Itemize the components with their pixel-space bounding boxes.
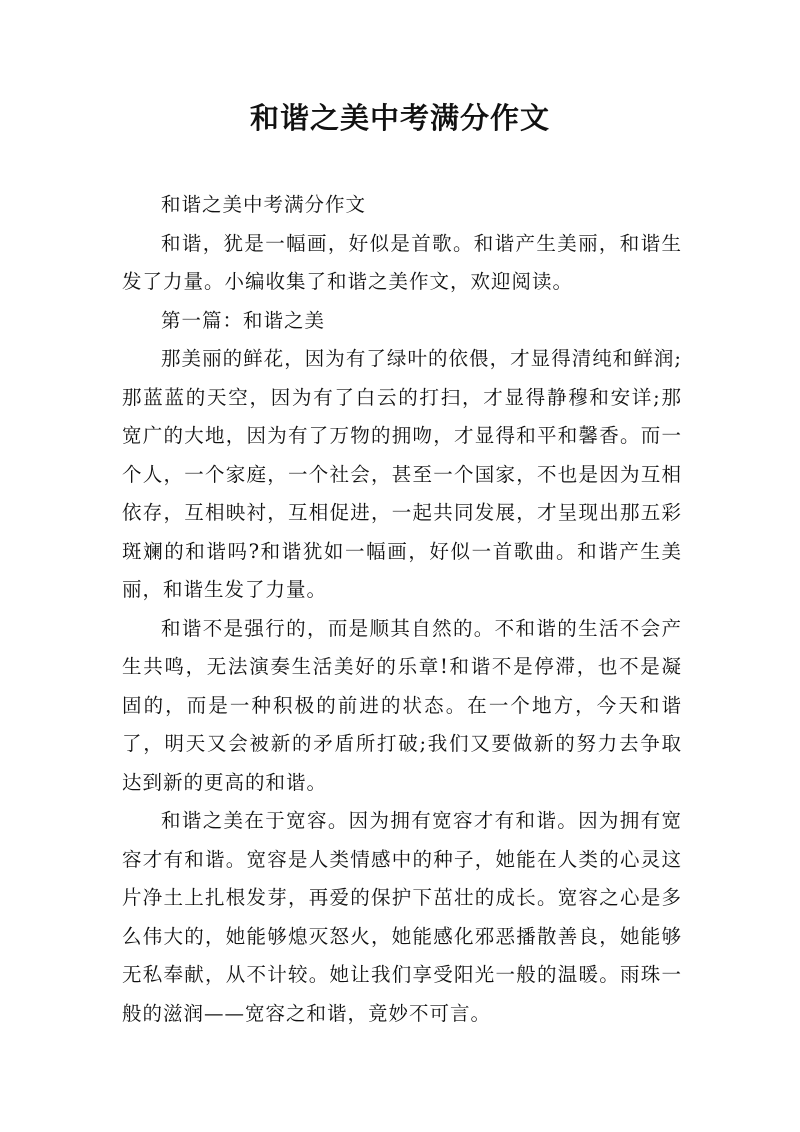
paragraph-3: 和谐之美在于宽容。因为拥有宽容才有和谐。因为拥有宽容才有和谐。宽容是人类情感中的种子，她能在人类的心灵这片净土上扎根发芽，再爱的保护下茁壮的成长。宽容之心是多么伟大的，她能够熄灭怒火，她能感化邪恶播散善良，她能够无私奉献，从不计较。她让我们享受阳光一般的温暖。雨珠一般的滋润——宽容之和谐，竟妙不可言。 — [122, 809, 682, 1025]
paragraph-2: 和谐不是强行的，而是顺其自然的。不和谐的生活不会产生共鸣，无法演奏生活美好的乐章!和谐不是停滞，也不是凝固的，而是一种积极的前进的状态。在一个地方，今天和谐了，明天又会被新的矛盾所打破;我们又要做新的努力去争取达到新的更高的和谐。 — [122, 616, 682, 794]
paragraph-intro: 和谐，犹是一幅画，好似是首歌。和谐产生美丽，和谐生发了力量。小编收集了和谐之美作文，欢迎阅读。 — [122, 231, 682, 293]
paragraph-section-title: 第一篇：和谐之美 — [161, 308, 326, 332]
document-body — [122, 186, 682, 1033]
paragraph-1: 那美丽的鲜花，因为有了绿叶的依偎，才显得清纯和鲜润;那蓝蓝的天空，因为有了白云的打扫，才显得静穆和安详;那宽广的大地，因为有了万物的拥吻，才显得和平和馨香。而一个人，一个家庭，一个社会，甚至一个国家，不也是因为互相依存，互相映衬，互相促进，一起共同发展，才呈现出那五彩斑斓的和谐吗?和谐犹如一幅画，好似一首歌曲。和谐产生美丽，和谐生发了力量。 — [122, 347, 682, 601]
document-title: 和谐之美中考满分作文 — [249, 101, 550, 135]
paragraph-heading: 和谐之美中考满分作文 — [161, 193, 367, 216]
